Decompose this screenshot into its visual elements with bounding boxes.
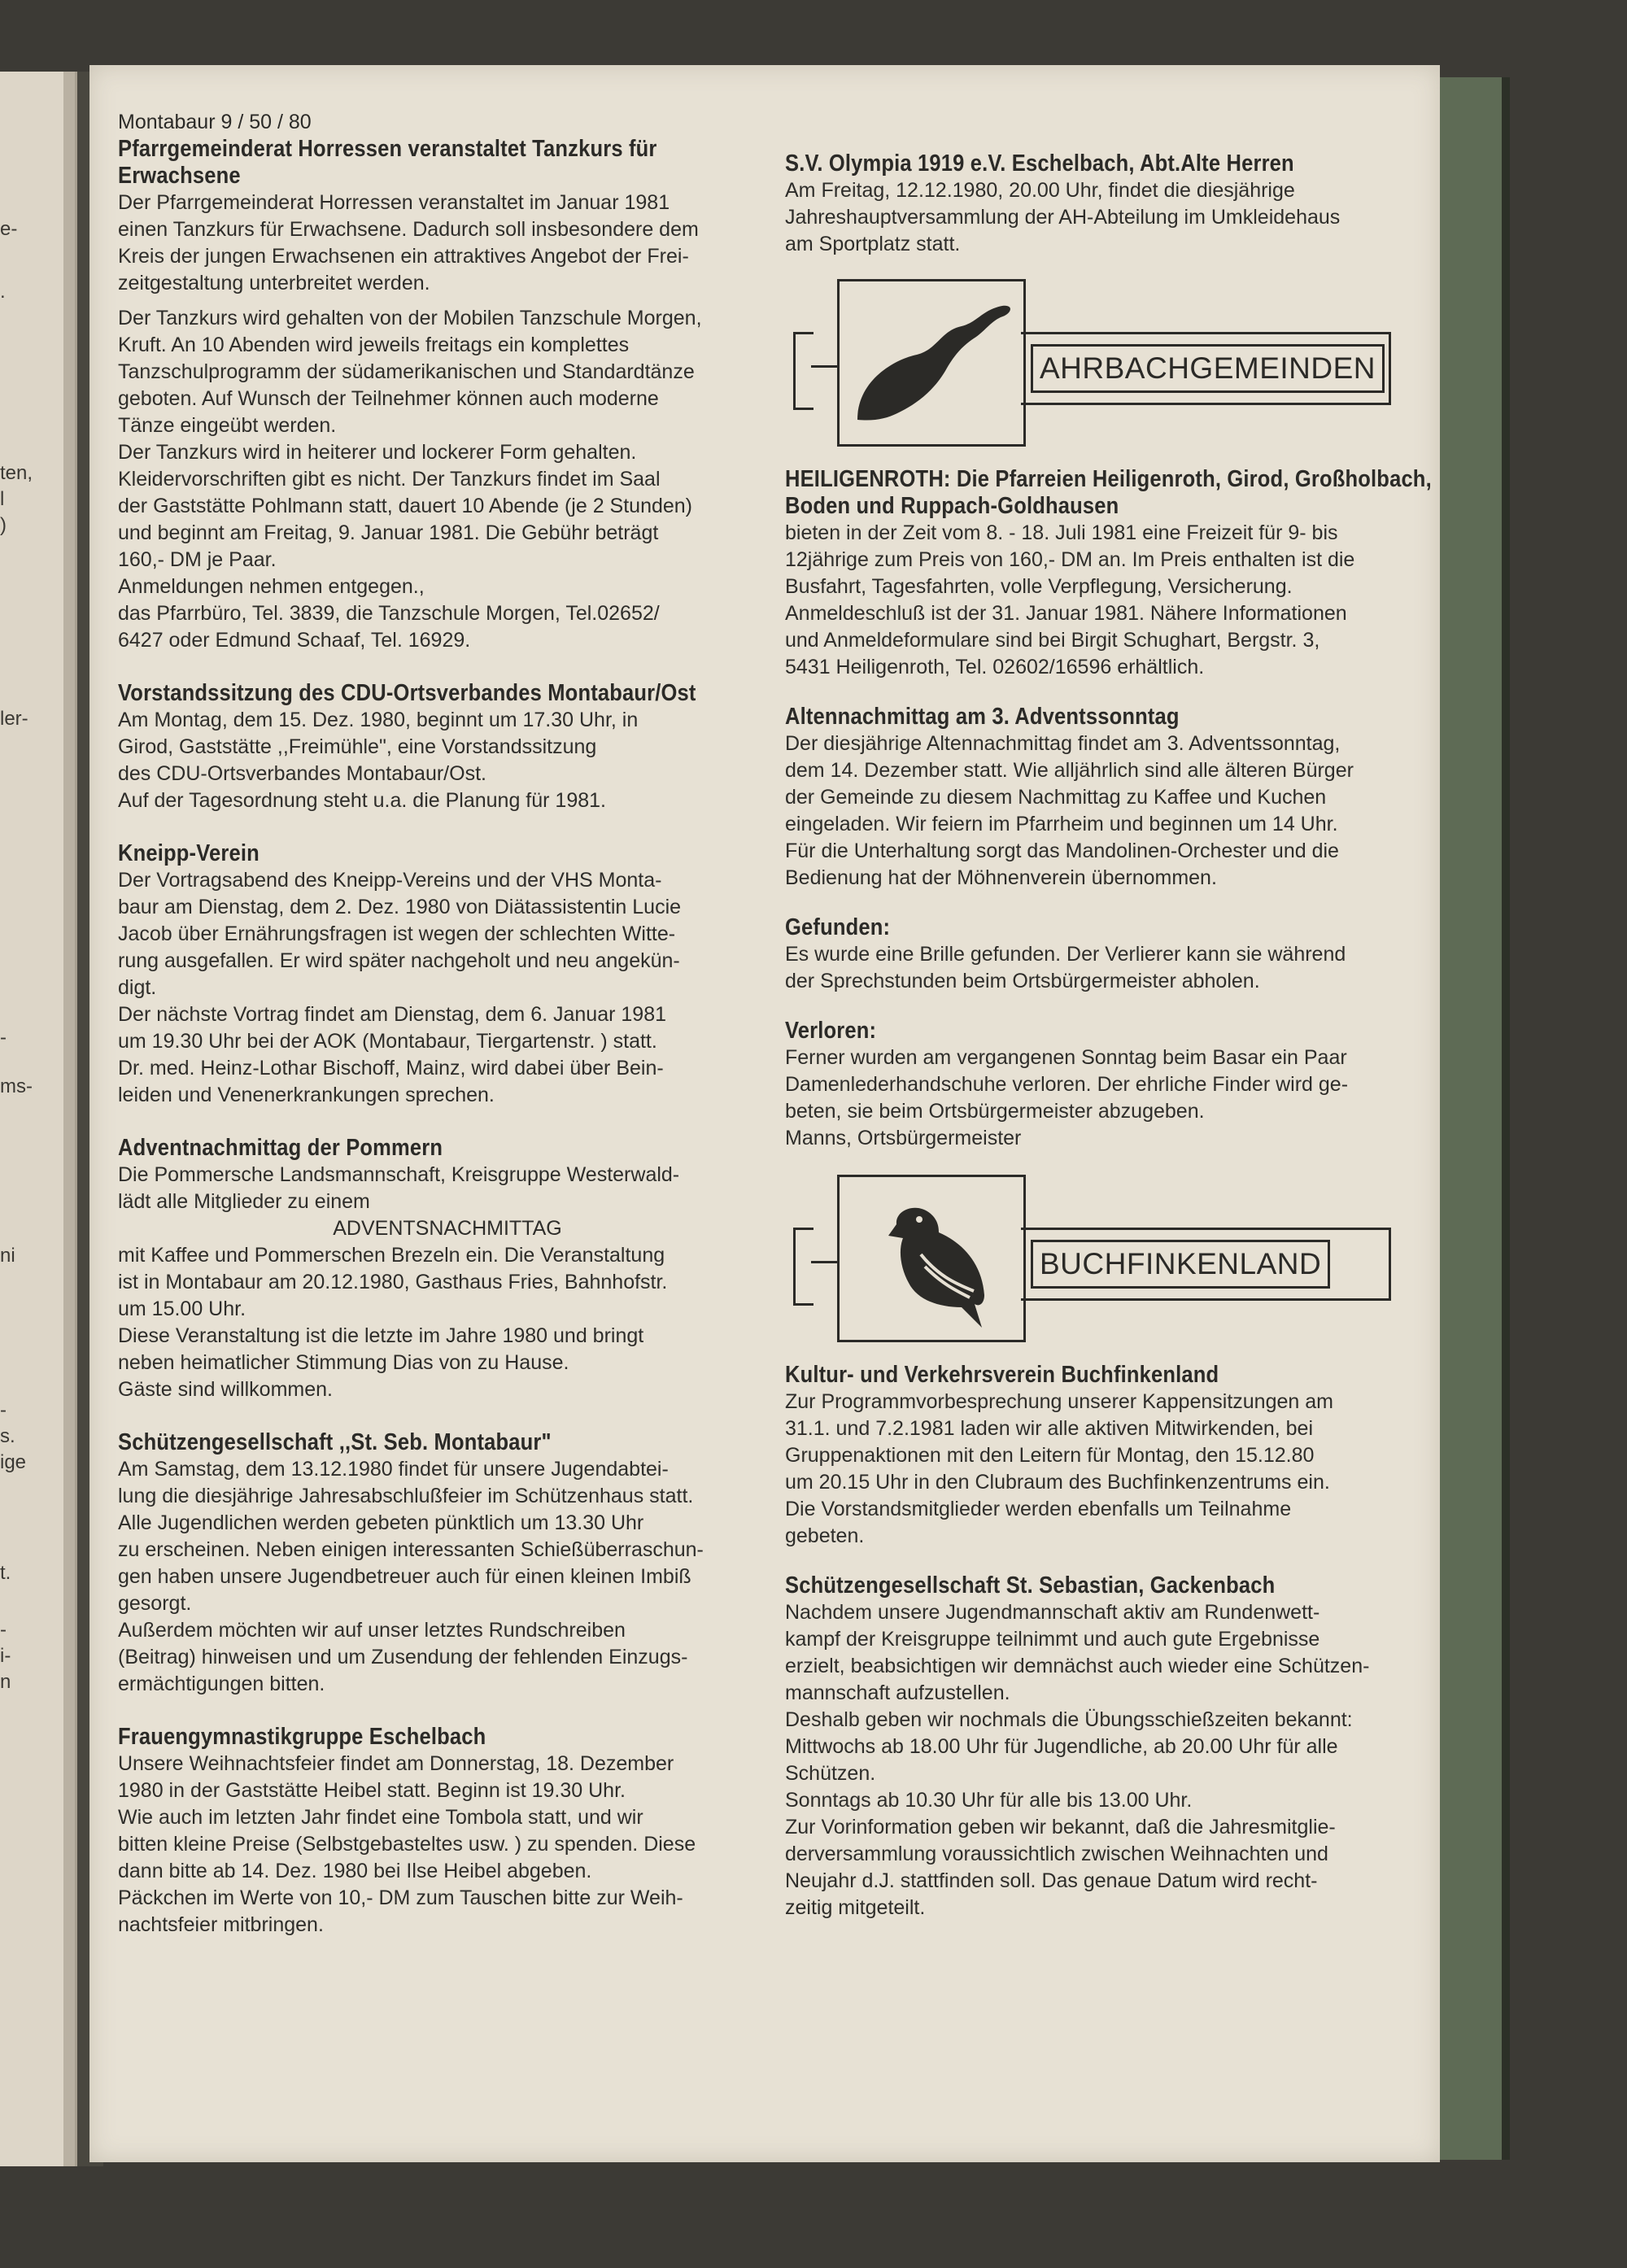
article bbox=[118, 1724, 777, 1939]
centered-heading: ADVENTSNACHMITTAG bbox=[333, 1217, 562, 1240]
article bbox=[785, 1572, 1436, 1921]
left-page-text-fragment: . bbox=[0, 281, 6, 303]
ahrbach-articles bbox=[785, 466, 1436, 1152]
article-body: Unsere Weihnachtsfeier findet am Donnerstag, 18. Dezember 1980 in der Gaststätte Heibel statt. Beginn ist 19.30 Uhr. Wie auch im letzten Jahr findet eine Tombola statt, und wir bitten kleine Preise (Selbstgebasteltes usw. ) zu spenden. Diese dann bitte ab 14. Dez. 1980 bei Ilse Heibel abgeben. Päckchen im Werte von 10,- DM zum Tauschen bitte zur Weih- nachtsfeier mitbringen. bbox=[118, 1752, 696, 1936]
buchfinkenland-articles bbox=[785, 1362, 1436, 1921]
article-title: Kneipp-Verein bbox=[118, 840, 260, 866]
left-page-text-fragment: ler- bbox=[0, 708, 28, 730]
section-label: AHRBACHGEMEINDEN bbox=[1031, 344, 1385, 393]
article bbox=[118, 1135, 777, 1403]
left-page-text-fragment: t. bbox=[0, 1562, 11, 1584]
left-page-text-fragment: ) bbox=[0, 514, 7, 536]
article-title: Verloren: bbox=[785, 1018, 877, 1044]
article-body: Ferner wurden am vergangenen Sonntag beim Basar ein Paar Damenlederhandschuhe verloren. Der ehrliche Finder wird ge- beten, sie beim Ortsbürgermeister abzugeben. Manns, Ortsbürgermeister bbox=[785, 1046, 1349, 1149]
article-body: Am Samstag, dem 13.12.1980 findet für unsere Jugendabtei- lung die diesjährige Jahresabschlußfeier im Schützenhaus statt. Alle Jugendlichen werden gebeten pünktlich um 13.30 Uhr zu erscheinen. Neben einigen interessanten Schießüberraschun- gen haben unsere Jugendbetreuer auch für einen kleinen Imbiß gesorgt. Außerdem möchten wir auf unser letztes Rundschreiben (Beitrag) hinweisen und um Zusendung der fehlenden Einzugs- ermächtigungen bitten. bbox=[118, 1458, 704, 1695]
section-label-frame bbox=[1021, 1228, 1391, 1301]
article-body: Am Freitag, 12.12.1980, 20.00 Uhr, findet die diesjährige Jahreshauptversammlung der AH-Abteilung im Umkleidehaus am Sportplatz statt. bbox=[785, 179, 1341, 255]
article-title: Pfarrgemeinderat Horressen veranstaltet Tanzkurs für Erwachsene bbox=[118, 136, 657, 189]
article-title: Gefunden: bbox=[785, 914, 891, 940]
right-column bbox=[785, 150, 1436, 1944]
book-cover-shadow bbox=[1502, 77, 1510, 2160]
page-reference: Montabaur 9 / 50 / 80 bbox=[118, 111, 312, 133]
buchfinkenland-logo bbox=[793, 1175, 1436, 1337]
chaffinch-emblem-icon bbox=[837, 1175, 1026, 1342]
article-title: Schützengesellschaft ,,St. Seb. Montabaur" bbox=[118, 1429, 552, 1455]
article-body: Zur Programmvorbesprechung unserer Kappensitzungen am 31.1. und 7.2.1981 laden wir alle aktiven Mitwirkenden, bei Gruppenaktionen mit den Leitern für Montag, den 15.12.80 um 20.15 Uhr in den Clubraum des Buchfinkenzentrums ein. Die Vorstandsmitglieder werden ebenfalls um Teilnahme gebeten. bbox=[785, 1390, 1333, 1547]
article-title: Schützengesellschaft St. Sebastian, Gackenbach bbox=[785, 1572, 1276, 1599]
article-body: bieten in der Zeit vom 8. - 18. Juli 1981 eine Freizeit für 9- bis 12jährige zum Preis von 160,- DM an. Im Preis enthalten ist die Busfahrt, Tagesfahrten, volle Verpflegung, Versicherung. Anmeldeschluß ist der 31. Januar 1981. Nähere Informationen und Anmeldeformulare sind bei Birgit Schughart, Bergstr. 3, 5431 Heiligenroth, Tel. 02602/16596 erhältlich. bbox=[785, 521, 1355, 678]
article-title: Vorstandssitzung des CDU-Ortsverbandes Montabaur/Ost bbox=[118, 680, 696, 706]
article bbox=[785, 1018, 1436, 1152]
left-page-text-fragment: - bbox=[0, 1399, 7, 1421]
logo-connector bbox=[811, 1261, 837, 1263]
article bbox=[118, 136, 777, 654]
left-page-text-fragment: l bbox=[0, 488, 5, 510]
left-page-text-fragment: - bbox=[0, 1027, 7, 1049]
section-label-frame bbox=[1021, 332, 1391, 405]
left-page-edge bbox=[0, 72, 77, 2166]
article-body: Nachdem unsere Jugendmannschaft aktiv am Rundenwett- kampf der Kreisgruppe teilnimmt und auch gute Ergebnisse erzielt, beabsichtigen wir demnächst auch wieder eine Schützen- mannschaft aufzustellen. Deshalb geben wir nochmals die Übungsschießzeiten bekannt: Mittwochs ab 18.00 Uhr für Jugendliche, ab 20.00 Uhr für alle Schützen. Sonntags ab 10.30 Uhr für alle bis 13.00 Uhr. Zur Vorinformation geben wir bekannt, daß die Jahresmitglie- derversammlung voraussichtlich zwischen Weihnachten und Neujahr d.J. stattfinden soll. Das genaue Datum wird recht- zeitig mitgeteilt. bbox=[785, 1601, 1370, 1919]
left-page-shadow bbox=[63, 72, 75, 2166]
logo-bracket bbox=[793, 332, 814, 410]
left-page-text-fragment: n bbox=[0, 1671, 11, 1693]
section-label: BUCHFINKENLAND bbox=[1031, 1240, 1330, 1289]
article-body: Der Tanzkurs wird gehalten von der Mobilen Tanzschule Morgen, Kruft. An 10 Abenden wird jeweils freitags ein komplettes Tanzschulprogramm der südamerikanischen und Standardtänze geboten. Auf Wunsch der Teilnehmer können auch moderne Tänze eingeübt werden. Der Tanzkurs wird in heiterer und lockerer Form gehalten. Kleidervorschriften gibt es nicht. Der Tanzkurs findet im Saal der Gaststätte Pohlmann statt, dauert 10 Abende (je 2 Stunden) und beginnt am Freitag, 9. Januar 1981. Die Gebühr beträgt 160,- DM je Paar. Anmeldungen nehmen entgegen., das Pfarrbüro, Tel. 3839, die Tanzschule Morgen, Tel.02652/ 6427 oder Edmund Schaaf, Tel. 16929. bbox=[118, 307, 702, 652]
article bbox=[785, 914, 1436, 995]
left-page-text-fragment: ten, bbox=[0, 462, 33, 484]
article-title: HEILIGENROTH: Die Pfarreien Heiligenroth, Girod, Großholbach, Boden und Ruppach-Goldhausen bbox=[785, 466, 1432, 519]
article-body: Am Montag, dem 15. Dez. 1980, beginnt um 17.30 Uhr, in Girod, Gaststätte ,,Freimühle", eine Vorstandssitzung des CDU-Ortsverbandes Montabaur/Ost. Auf der Tagesordnung steht u.a. die Planung für 1981. bbox=[118, 709, 639, 812]
left-page-text-fragment: ige bbox=[0, 1451, 27, 1473]
article-title: Altennachmittag am 3. Adventssonntag bbox=[785, 704, 1180, 730]
article bbox=[785, 1362, 1436, 1550]
left-page-text-fragment: e- bbox=[0, 218, 18, 240]
left-page-text-fragment: i- bbox=[0, 1645, 11, 1667]
book-cover-edge bbox=[1440, 77, 1502, 2160]
newspaper-page bbox=[89, 65, 1440, 2162]
logo-bracket bbox=[793, 1228, 814, 1306]
article-body: mit Kaffee und Pommerschen Brezeln ein. Die Veranstaltung ist in Montabaur am 20.12.1980, Gasthaus Fries, Bahnhofstr. um 15.00 Uhr. Diese Veranstaltung ist die letzte im Jahre 1980 und bringt neben heimatlicher Stimmung Dias von zu Hause. Gäste sind willkommen. bbox=[118, 1244, 668, 1401]
river-emblem-icon bbox=[837, 279, 1026, 447]
article-title: S.V. Olympia 1919 e.V. Eschelbach, Abt.Alte Herren bbox=[785, 150, 1294, 177]
article-body: Die Pommersche Landsmannschaft, Kreisgruppe Westerwald- lädt alle Mitglieder zu einem bbox=[118, 1163, 680, 1213]
left-column-articles bbox=[118, 136, 777, 1939]
left-column bbox=[118, 110, 777, 1965]
article bbox=[118, 1429, 777, 1698]
article bbox=[118, 680, 777, 814]
article bbox=[785, 466, 1436, 681]
left-page-text-fragment: s. bbox=[0, 1425, 15, 1447]
article-title: Kultur- und Verkehrsverein Buchfinkenland bbox=[785, 1362, 1219, 1388]
article bbox=[785, 150, 1436, 258]
article-title: Adventnachmittag der Pommern bbox=[118, 1135, 443, 1161]
article-body: Der Pfarrgemeinderat Horressen veranstaltet im Januar 1981 einen Tanzkurs für Erwachsene. Dadurch soll insbesondere dem Kreis der jungen Erwachsenen ein attraktives Angebot der Frei- zeitgestaltung unterbreitet werden. bbox=[118, 191, 699, 294]
article-body: Der diesjährige Altennachmittag findet am 3. Adventssonntag, dem 14. Dezember statt. Wie alljährlich sind alle älteren Bürger der Gemeinde zu diesem Nachmittag zu Kaffee und Kuchen eingeladen. Wir feiern im Pfarrheim und beginnen um 14 Uhr. Für die Unterhaltung sorgt das Mandolinen-Orchester und die Bedienung hat der Möhnenverein übernommen. bbox=[785, 732, 1354, 889]
article bbox=[118, 840, 777, 1109]
left-page-text-fragment: ms- bbox=[0, 1075, 33, 1097]
article-body: Es wurde eine Brille gefunden. Der Verlierer kann sie während der Sprechstunden beim Ortsbürgermeister abholen. bbox=[785, 943, 1346, 992]
left-page-text-fragment: - bbox=[0, 1619, 7, 1641]
left-page-text-fragment: ni bbox=[0, 1245, 15, 1267]
article-body: Der Vortragsabend des Kneipp-Vereins und der VHS Monta- baur am Dienstag, dem 2. Dez. 1980 von Diätassistentin Lucie Jacob über Ernährungsfragen ist wegen der schlechten Witte- rung ausgefallen. Er wird später nachgeholt und neu angekün- digt. Der nächste Vortrag findet am Dienstag, dem 6. Januar 1981 um 19.30 Uhr bei der AOK (Montabaur, Tiergartenstr. ) statt. Dr. med. Heinz-Lothar Bischoff, Mainz, wird dabei über Bein- leiden und Venenerkrankungen sprechen. bbox=[118, 869, 682, 1106]
article-title: Frauengymnastikgruppe Eschelbach bbox=[118, 1724, 486, 1750]
logo-connector bbox=[811, 365, 837, 368]
ahrbachgemeinden-logo bbox=[793, 279, 1436, 442]
article bbox=[785, 704, 1436, 892]
